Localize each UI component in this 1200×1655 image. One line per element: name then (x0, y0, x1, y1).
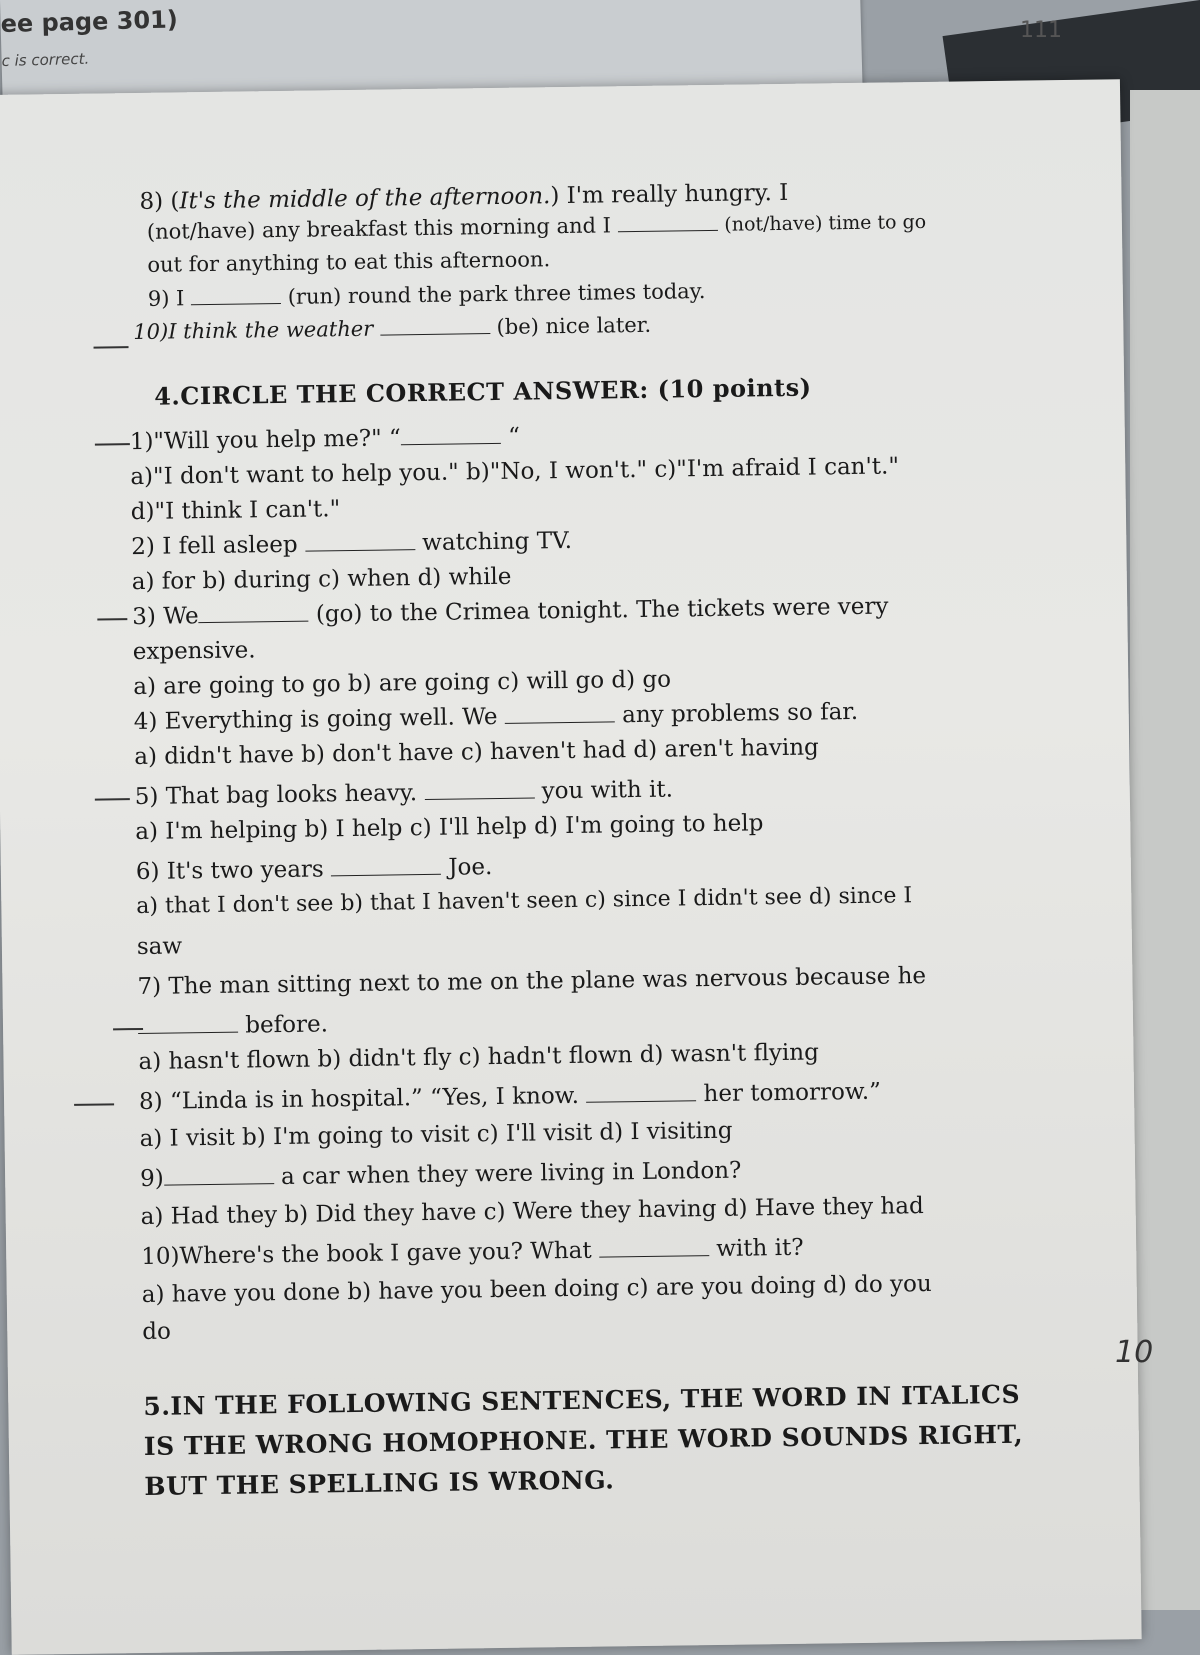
ex4-q6-options: a) that I don't see b) that I haven't seen c) since I didn't see d) since I (136, 883, 913, 920)
pencil-dash-mark (97, 618, 127, 620)
worksheet-page (0, 79, 1142, 1655)
prev-page-note: c is correct. (1, 49, 90, 70)
ex4-q2: 2) I fell asleep watching TV. (131, 527, 573, 561)
pencil-dash-mark (113, 1028, 143, 1030)
ex5-heading-line2: IS THE WRONG HOMOPHONE. THE WORD SOUNDS RIGHT, (143, 1419, 1024, 1461)
ex3-q8-line1: 8) (It's the middle of the afternoon.) I'm really hungry. I (139, 179, 789, 215)
ex3-q10: 10)I think the weather (be) nice later. (133, 312, 652, 345)
pencil-dash-mark (95, 798, 130, 800)
ex4-q8: 8) “Linda is in hospital.” “Yes, I know. her tomorrow.” (138, 1078, 882, 1116)
ex4-q3-line2: expensive. (132, 637, 256, 666)
ex4-heading: 4.CIRCLE THE CORRECT ANSWER: (10 points) (154, 372, 812, 411)
pencil-dash-mark (74, 1103, 114, 1106)
ex4-q4-options: a) didn't have b) don't have c) haven't had d) aren't having (134, 734, 819, 771)
ex3-q9: 9) I (run) round the park three times today. (147, 279, 706, 311)
ex4-q1-options-2: d)"I think I can't." (130, 496, 341, 526)
ex4-q10-options: a) have you done b) have you been doing c) are you doing d) do you (141, 1270, 932, 1308)
ex3-q8-line2: (not/have) any breakfast this morning and I (not/have) time to go (146, 210, 927, 244)
ex4-q9: 9) a car when they were living in London? (139, 1157, 742, 1193)
ex4-q7-options: a) hasn't flown b) didn't fly c) hadn't flown d) wasn't flying (138, 1039, 820, 1076)
ex4-q5: 5) That bag looks heavy. you with it. (134, 776, 674, 811)
ex4-q9-options: a) Had they b) Did they have c) Were they having d) Have they had (140, 1193, 924, 1231)
ex4-q3: 3) We (go) to the Crimea tonight. The tickets were very (132, 593, 889, 631)
ex4-q6-options-2: saw (136, 933, 183, 961)
handwritten-mark: 111 (1020, 18, 1062, 43)
ex4-q7-line2: before. (138, 1010, 328, 1041)
ex4-q2-options: a) for b) during c) when d) while (131, 563, 512, 596)
ex5-heading-line3: BUT THE SPELLING IS WRONG. (144, 1465, 615, 1501)
ex4-q5-options: a) I'm helping b) I help c) I'll help d) I'm going to help (135, 810, 764, 846)
ex4-q8-options: a) I visit b) I'm going to visit c) I'll visit d) I visiting (139, 1117, 733, 1153)
ex4-q10-options-2: do (142, 1318, 172, 1345)
pencil-dash-mark (94, 346, 129, 348)
ex4-q10: 10)Where's the book I gave you? What with it? (141, 1234, 804, 1271)
prev-page-ref: ee page 301) (0, 5, 179, 38)
ex4-q1: 1)"Will you help me?" “ “ (129, 423, 521, 456)
pencil-dash-mark (95, 443, 130, 445)
ex5-heading-line1: 5.IN THE FOLLOWING SENTENCES, THE WORD IN ITALICS (143, 1379, 1021, 1421)
ex4-q4: 4) Everything is going well. We any problems so far. (133, 698, 859, 736)
ex4-q1-options: a)"I don't want to help you." b)"No, I won't." c)"I'm afraid I can't." (130, 453, 900, 491)
ex3-q8-line3: out for anything to eat this afternoon. (147, 247, 551, 277)
ex4-q7: 7) The man sitting next to me on the plane was nervous because he (137, 963, 927, 1001)
ex4-q3-options: a) are going to go b) are going c) will go d) go (133, 666, 672, 701)
handwritten-score: 10 (1115, 1335, 1154, 1370)
ex4-q6: 6) It's two years Joe. (135, 854, 493, 886)
next-page-edge (1130, 90, 1200, 1610)
